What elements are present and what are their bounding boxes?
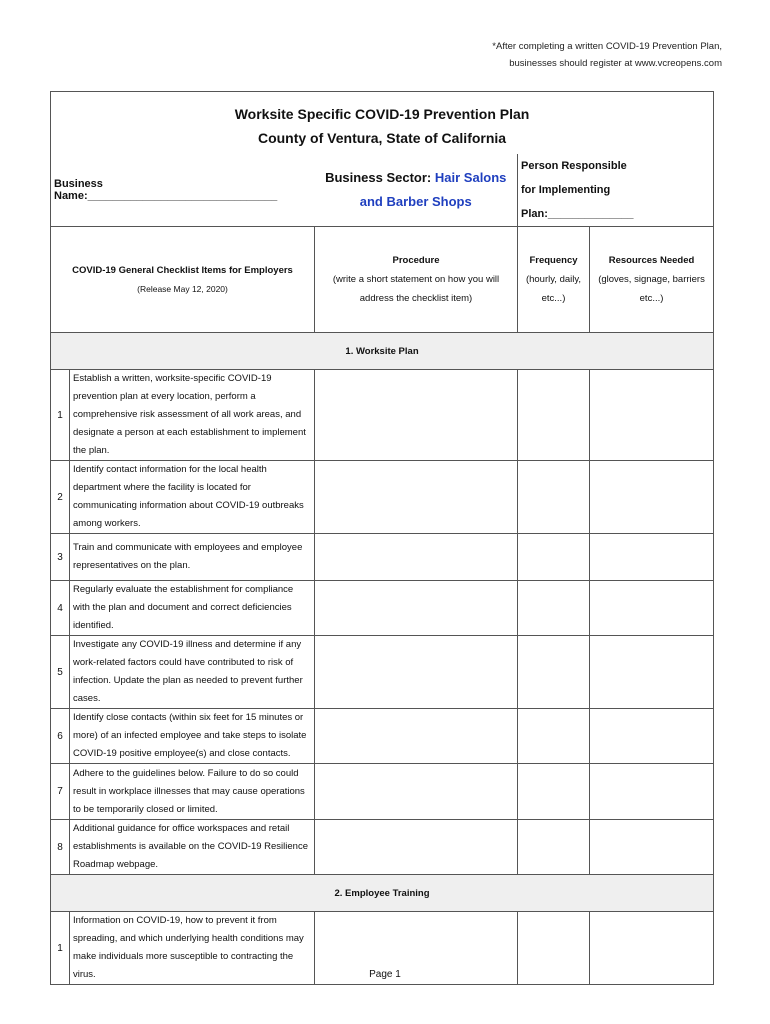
procedure-cell[interactable] [315, 709, 518, 764]
procedure-cell[interactable] [315, 534, 518, 581]
checklist-header [51, 227, 315, 333]
frequency-cell[interactable] [518, 534, 590, 581]
person-responsible-field[interactable] [518, 154, 714, 227]
registration-note-line2: businesses should register at www.vcreopens.com [509, 58, 722, 69]
frequency-cell[interactable] [518, 764, 590, 820]
checklist-item-text: Additional guidance for office workspaces and retail establishments is available on the COVID-19 Resilience Roadmap webpage. [70, 820, 315, 875]
item-number: 8 [51, 820, 70, 875]
business-name-label: Business Name:_______________________________ [54, 178, 278, 202]
procedure-cell[interactable] [315, 820, 518, 875]
resources-cell[interactable] [590, 534, 714, 581]
item-number: 3 [51, 534, 70, 581]
business-sector-value: Hair Salons and Barber Shops [359, 170, 507, 209]
resources-cell[interactable] [590, 370, 714, 461]
page-number: Page 1 [369, 969, 401, 980]
checklist-item-text: Regularly evaluate the establishment for compliance with the plan and document and correct deficiencies identified. [70, 581, 315, 636]
checklist-item-text: Establish a written, worksite-specific COVID-19 prevention plan at every location, perform a comprehensive risk assessment of all work areas, and designate a person at each establishment to implement the plan. [70, 370, 315, 461]
business-sector-label: Business Sector: [325, 170, 432, 185]
checklist-item-text: Train and communicate with employees and employee representatives on the plan. [70, 534, 315, 581]
frequency-cell[interactable] [518, 370, 590, 461]
item-number: 2 [51, 461, 70, 534]
section-header-worksite-plan: 1. Worksite Plan [51, 333, 714, 370]
resources-cell[interactable] [590, 636, 714, 709]
resources-header [590, 227, 714, 333]
table-row [51, 581, 714, 636]
resources-header-title: Resources Needed [608, 255, 695, 266]
table-row [51, 636, 714, 709]
checklist-item-text: Investigate any COVID-19 illness and determine if any work-related factors could have contributed to risk of infection. Update the plan as needed to prevent further cases. [70, 636, 315, 709]
resources-cell[interactable] [590, 709, 714, 764]
prevention-plan-table [50, 91, 714, 985]
table-row [51, 534, 714, 581]
checklist-header-release: (Release May 12, 2020) [137, 283, 228, 294]
frequency-cell[interactable] [518, 461, 590, 534]
resources-header-sub: (gloves, signage, barriers etc...) [598, 274, 705, 304]
procedure-cell[interactable] [315, 581, 518, 636]
procedure-cell[interactable] [315, 764, 518, 820]
item-number: 1 [51, 912, 70, 985]
frequency-header-sub: (hourly, daily, etc...) [525, 274, 582, 304]
title-line1: Worksite Specific COVID-19 Prevention Plan [234, 106, 530, 122]
frequency-cell[interactable] [518, 636, 590, 709]
registration-note-line1: *After completing a written COVID-19 Prevention Plan, [492, 41, 722, 52]
document-title [51, 92, 714, 155]
resources-cell[interactable] [590, 461, 714, 534]
procedure-cell[interactable] [315, 461, 518, 534]
item-number: 5 [51, 636, 70, 709]
table-row [51, 820, 714, 875]
person-responsible-line1: Person Responsible [521, 160, 627, 172]
checklist-item-text: Identify contact information for the local health department where the facility is located for communicating information about COVID-19 outbreaks among workers. [70, 461, 315, 534]
procedure-cell[interactable] [315, 370, 518, 461]
table-row [51, 764, 714, 820]
frequency-header [518, 227, 590, 333]
business-sector [315, 154, 518, 227]
registration-note [422, 38, 722, 72]
table-row [51, 461, 714, 534]
frequency-cell[interactable] [518, 820, 590, 875]
table-row [51, 709, 714, 764]
frequency-cell[interactable] [518, 581, 590, 636]
frequency-header-title: Frequency [529, 255, 578, 266]
resources-cell[interactable] [590, 764, 714, 820]
person-responsible-line2: for Implementing Plan:______________ [521, 184, 634, 220]
checklist-item-text: Adhere to the guidelines below. Failure to do so could result in workplace illnesses that may cause operations to be temporarily closed or limited. [70, 764, 315, 820]
procedure-header-sub: (write a short statement on how you will address the checklist item) [332, 274, 500, 304]
checklist-item-text: Information on COVID-19, how to prevent it from spreading, and which underlying health conditions may make individuals more susceptible to contracting the virus. [70, 912, 315, 985]
frequency-cell[interactable] [518, 709, 590, 764]
procedure-cell[interactable] [315, 636, 518, 709]
item-number: 4 [51, 581, 70, 636]
resources-cell[interactable] [590, 581, 714, 636]
checklist-item-text: Identify close contacts (within six feet for 15 minutes or more) of an infected employee and take steps to isolate COVID-19 positive employee(s) and close contacts. [70, 709, 315, 764]
procedure-header-title: Procedure [392, 255, 440, 266]
section-header-employee-training: 2. Employee Training [51, 875, 714, 912]
checklist-header-title: COVID-19 General Checklist Items for Employers [72, 264, 293, 276]
item-number: 1 [51, 370, 70, 461]
table-row [51, 370, 714, 461]
business-name-field[interactable] [51, 154, 315, 227]
item-number: 7 [51, 764, 70, 820]
resources-cell[interactable] [590, 820, 714, 875]
title-line2: County of Ventura, State of California [257, 130, 507, 146]
item-number: 6 [51, 709, 70, 764]
procedure-header [315, 227, 518, 333]
